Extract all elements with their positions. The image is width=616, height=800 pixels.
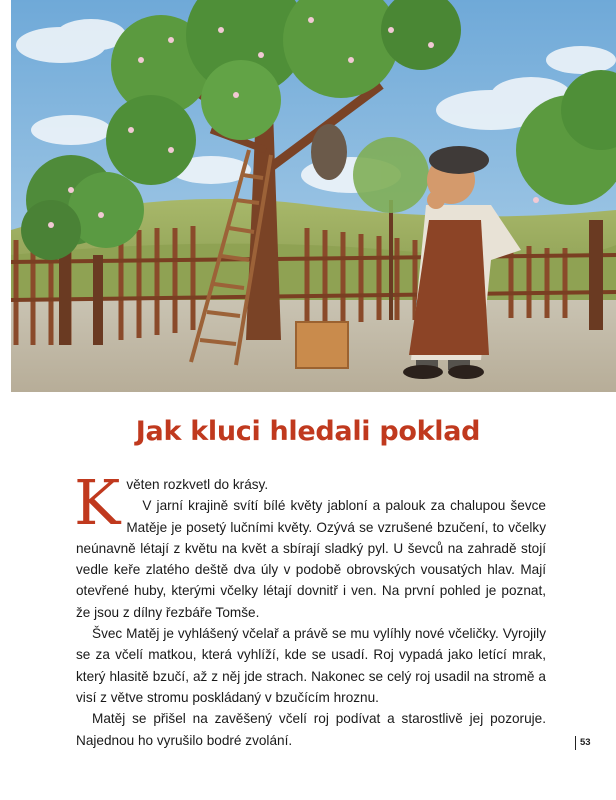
drop-cap: K xyxy=(74,466,121,539)
wooden-box xyxy=(296,322,348,368)
page-number: 53 xyxy=(575,736,591,750)
page-title: Jak kluci hledali poklad xyxy=(135,416,481,447)
story-illustration xyxy=(11,0,616,392)
bee-swarm xyxy=(311,124,347,180)
story-text xyxy=(74,466,546,751)
paragraph-1 xyxy=(74,466,546,623)
paragraph-3: Matěj se přišel na zavěšený včelí roj podívat a starostlivě jej pozoruje. Najednou ho vyrušilo bodré zvolání. xyxy=(76,711,546,748)
illustration-scene xyxy=(11,0,616,392)
opening-line: věten rozkvetl do krásy. xyxy=(126,477,269,492)
paragraph-1-text: V jarní krajině svítí bílé květy jabloní a palouk za chalupou ševce Matěje je posetý lučními květy. Ozývá se vzrušené bzučení, to včelky neúnavně létají z květu na květ a sbírají sladký pyl. U ševců na zahradě stojí vedle keře zlatého deště dva úly v podobě obrovských vousatých hlav. Mají otevřené huby, kterými včelky létají dovnitř i ven. Na první pohled je poznat, že jsou z dílny řezbáře Tomše. xyxy=(76,498,546,620)
paragraph-2: Švec Matěj je vyhlášený včelař a právě se mu vylíhly nové včeličky. Vyrojily se za včelí matkou, která vyhlíží, kde se usadí. Roj vypadá jako letící mrak, který hlasitě bzučí, až z něj jde strach. Nakonec se celý roj usadil na stromě a visí z větve stromu poskládaný v bzučícím hroznu. xyxy=(76,626,546,705)
